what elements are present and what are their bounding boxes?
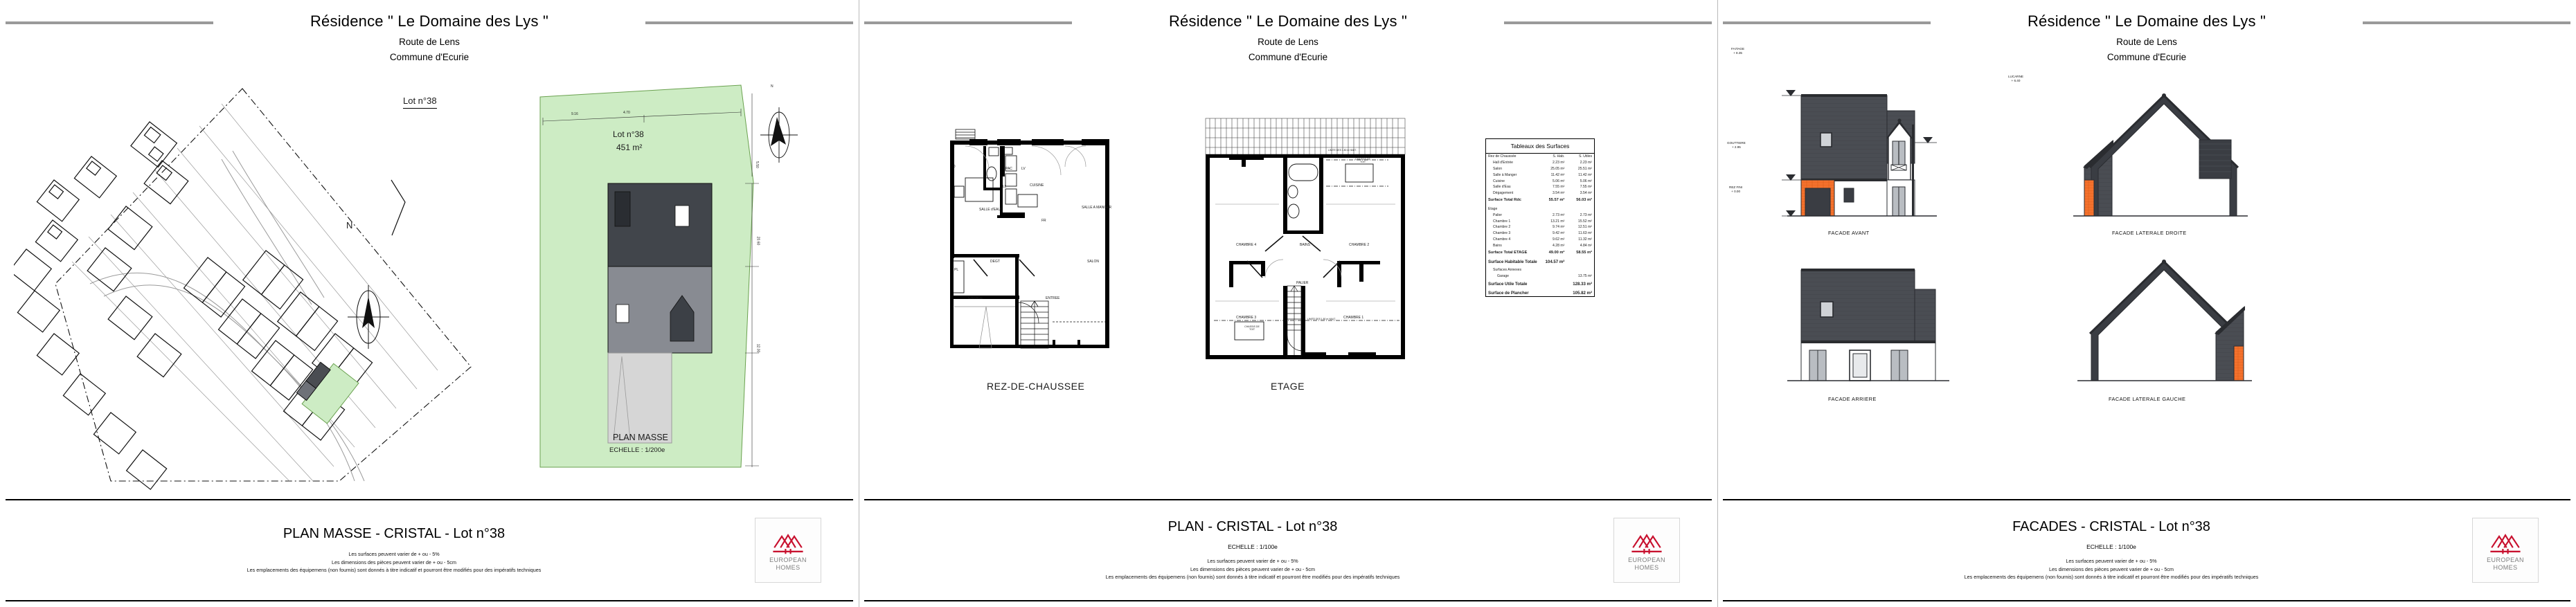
logo-text-line-2: HOMES bbox=[2493, 564, 2518, 571]
note-line-3: Les emplacements des équipemens (non fournis) sont donnés à titre indicatif et pourront être modifiés pour des impératifs techniques bbox=[247, 567, 542, 574]
table-row bbox=[1486, 160, 1594, 166]
note-line-3: Les emplacements des équipemens (non fournis) sont donnés à titre indicatif et pourront être modifiés pour des impératifs techniques bbox=[1105, 574, 1400, 581]
header-rule-left bbox=[864, 21, 1072, 24]
panel-divider-2 bbox=[1717, 0, 1718, 607]
table-row bbox=[1486, 212, 1594, 218]
panel-plan-masse bbox=[0, 0, 859, 607]
site-plan-lot-callout: Lot n°38 bbox=[403, 96, 437, 109]
rdc-room-salle-deau: SALLE d'EAU bbox=[979, 208, 1001, 212]
table-row bbox=[1486, 218, 1594, 224]
row-hab: 5.06 m² bbox=[1553, 179, 1565, 183]
facade-laterale-droite-caption: FACADE LATERALE DROITE bbox=[2112, 230, 2187, 236]
row-hab: 13.21 m² bbox=[1550, 219, 1565, 224]
facade-laterale-droite-drawing bbox=[2064, 83, 2264, 221]
parcel-dim-right-b: 20.60 bbox=[755, 236, 760, 246]
panel-plans bbox=[859, 0, 1717, 607]
rdc-room-entree: ENTREE bbox=[1046, 296, 1060, 300]
row-utile: 3.54 m² bbox=[1580, 191, 1592, 196]
rdc-marker-pac: PAC bbox=[1005, 167, 1012, 171]
panel2-sheet-title: PLAN - CRISTAL - Lot n°38 bbox=[1168, 518, 1338, 534]
table-row bbox=[1486, 236, 1594, 242]
row-name: Surface de Plancher bbox=[1488, 290, 1529, 296]
panel2-title-block bbox=[864, 499, 1712, 601]
note-line-1: Les surfaces peuvent varier de + ou - 5% bbox=[1207, 557, 1298, 564]
note-line-2: Les dimensions des pièces peuvent varier de + ou - 5cm bbox=[2049, 565, 2174, 572]
residence-title: Résidence " Le Domaine des Lys " bbox=[310, 12, 549, 30]
row-hab: 9.74 m² bbox=[1553, 225, 1565, 230]
plan-masse-caption: PLAN MASSE bbox=[613, 433, 668, 442]
parcel-dim-right-c: 12.00 bbox=[755, 343, 760, 353]
etage-room-chambre-3: CHAMBRE 3 bbox=[1236, 316, 1257, 320]
col-header-room: Rez de Chaussée bbox=[1488, 154, 1517, 159]
row-hab: 2.23 m² bbox=[1553, 161, 1565, 165]
level-faitage bbox=[1731, 47, 1744, 55]
note-line-1: Les surfaces peuvent varier de + ou - 5% bbox=[2066, 557, 2157, 564]
facade-arriere-drawing bbox=[1776, 249, 1977, 388]
rdc-room-degagement: DEGT bbox=[990, 260, 1000, 264]
facade-laterale-gauche-caption: FACADE LATERALE GAUCHE bbox=[2109, 396, 2186, 402]
parcel-drawing bbox=[533, 80, 803, 481]
row-hab: 9.62 m² bbox=[1553, 237, 1565, 242]
etage-limite-1-80-bottom: LIMITE DES 1.80 m HAUT. bbox=[1307, 318, 1336, 320]
row-name: Surface Total Rdc bbox=[1488, 198, 1521, 203]
surfaces-table bbox=[1485, 138, 1595, 297]
row-utile: 7.55 m² bbox=[1580, 185, 1592, 190]
row-utile: 12.51 m² bbox=[1577, 225, 1592, 230]
panel1-header bbox=[0, 0, 859, 72]
row-name: Surface Habitable Totale bbox=[1488, 260, 1537, 265]
table-row bbox=[1486, 273, 1594, 279]
parcel-dim-top-left: 9.16 bbox=[571, 112, 578, 116]
level-gouttiere-value: + 2.95 bbox=[1731, 145, 1741, 150]
residence-title: Résidence " Le Domaine des Lys " bbox=[2027, 12, 2266, 30]
row-value: 104.57 m² bbox=[1545, 260, 1565, 265]
header-rule-left bbox=[1723, 21, 1931, 24]
note-line-2: Les dimensions des pièces peuvent varier de + ou - 5cm bbox=[1190, 565, 1315, 572]
header-rule-right bbox=[2363, 21, 2570, 24]
residence-street: Route de Lens bbox=[2116, 37, 2177, 47]
residence-commune: Commune d'Ecurie bbox=[389, 52, 469, 62]
panel1-title-block bbox=[6, 499, 853, 601]
table-row bbox=[1486, 242, 1594, 248]
rdc-marker-d: D bbox=[953, 165, 956, 169]
logo-text-line-1: EUROPEAN bbox=[1628, 556, 1665, 563]
row-hab: 49.00 m² bbox=[1548, 251, 1565, 255]
row-value: 105.82 m² bbox=[1573, 290, 1592, 296]
table-row-plancher bbox=[1486, 288, 1594, 296]
logo-text-line-1: EUROPEAN bbox=[2487, 556, 2524, 563]
row-name: Palier bbox=[1493, 212, 1503, 217]
row-name: Salle à Manger bbox=[1493, 172, 1517, 177]
house-logo-icon bbox=[769, 529, 807, 556]
row-utile: 11.32 m² bbox=[1578, 237, 1592, 242]
level-faitage-value: + 8.35 bbox=[1733, 51, 1742, 55]
row-utile: 15.52 m² bbox=[1577, 219, 1592, 224]
panel2-sheet-scale: ECHELLE : 1/100e bbox=[1228, 543, 1278, 550]
rdc-room-salle-a-manger: SALLE A MANGER bbox=[1082, 206, 1112, 210]
level-lucarne-name: LUCARNE bbox=[2008, 75, 2023, 78]
table-section-etage bbox=[1486, 204, 1594, 212]
panel2-title-block-text bbox=[864, 519, 1613, 582]
panel2-header bbox=[859, 0, 1717, 72]
header-rule-right bbox=[645, 21, 853, 24]
row-utile: 5.06 m² bbox=[1580, 179, 1592, 183]
panel1-title-block-text bbox=[6, 526, 755, 575]
panel3-title-block bbox=[1723, 499, 2570, 601]
table-row bbox=[1486, 178, 1594, 184]
plan-masse-caption-scale: ECHELLE : 1/200e bbox=[609, 446, 665, 454]
rez-de-chaussee-caption: REZ-DE-CHAUSSEE bbox=[987, 381, 1085, 392]
table-row-habitable-totale bbox=[1486, 257, 1594, 265]
level-rez-fini-name: REZ FINI bbox=[1729, 185, 1743, 189]
row-utile: 11.42 m² bbox=[1578, 172, 1592, 177]
table-section-annexes bbox=[1486, 265, 1594, 273]
row-hab: 11.42 m² bbox=[1550, 172, 1565, 177]
parcel-area-label: 451 m² bbox=[616, 143, 643, 152]
row-hab: 9.42 m² bbox=[1553, 231, 1565, 236]
panel3-sheet-scale: ECHELLE : 1/100e bbox=[2086, 543, 2136, 550]
panel3-header bbox=[1717, 0, 2576, 72]
european-homes-logo bbox=[1613, 518, 1680, 583]
table-row bbox=[1486, 184, 1594, 190]
rdc-room-placard: PL bbox=[954, 268, 959, 272]
row-value: 128.33 m² bbox=[1573, 282, 1592, 287]
residence-street: Route de Lens bbox=[399, 37, 460, 47]
table-header-row bbox=[1486, 154, 1594, 160]
rdc-room-cuisine: CUISINE bbox=[1030, 183, 1044, 188]
table-row bbox=[1486, 224, 1594, 230]
etage-room-palier: PALIER bbox=[1296, 281, 1309, 285]
logo-text-line-1: EUROPEAN bbox=[769, 556, 807, 563]
level-gouttiere-name: GOUTTIERE bbox=[1727, 141, 1746, 145]
row-hab: 4.28 m² bbox=[1553, 243, 1565, 248]
col-header-utile: S. Utiles bbox=[1579, 154, 1592, 159]
residence-commune: Commune d'Ecurie bbox=[2107, 52, 2187, 62]
facade-arriere-caption: FACADE ARRIERE bbox=[1828, 396, 1877, 402]
panel3-sheet-title: FACADES - CRISTAL - Lot n°38 bbox=[2012, 518, 2210, 534]
etage-room-bains: BAINS bbox=[1300, 243, 1311, 247]
row-hab: 55.57 m² bbox=[1548, 198, 1565, 203]
row-name: Chambre 2 bbox=[1493, 225, 1511, 230]
header-rule-left bbox=[6, 21, 213, 24]
table-row-total-etage bbox=[1486, 248, 1594, 257]
row-hab: 25.05 m² bbox=[1550, 166, 1565, 171]
row-name: Cuisine bbox=[1493, 179, 1505, 183]
facade-laterale-gauche-drawing bbox=[2064, 249, 2264, 388]
rdc-marker-ll: LL bbox=[1003, 185, 1007, 189]
panel1-sheet-title: PLAN MASSE - CRISTAL - Lot n°38 bbox=[283, 525, 506, 541]
level-faitage-name: FAITAGE bbox=[1731, 47, 1745, 51]
residence-street: Route de Lens bbox=[1258, 37, 1318, 47]
etage-chassis-de-toit-1: CHASSIS DE TOIT bbox=[1355, 158, 1370, 164]
section-label: Surfaces Annexes bbox=[1493, 267, 1522, 272]
row-name: Garage bbox=[1497, 273, 1509, 278]
row-name: Dégagement bbox=[1493, 191, 1514, 196]
row-name: Surface Utile Totale bbox=[1488, 282, 1528, 287]
note-line-1: Les surfaces peuvent varier de + ou - 5% bbox=[348, 550, 440, 557]
residence-title: Résidence " Le Domaine des Lys " bbox=[1168, 12, 1408, 30]
level-rez-fini bbox=[1729, 185, 1742, 194]
level-lucarne-value: + 6.40 bbox=[2011, 79, 2021, 83]
etage-room-chambre-4: CHAMBRE 4 bbox=[1236, 243, 1257, 247]
etage-room-chambre-2: CHAMBRE 2 bbox=[1349, 243, 1370, 247]
note-line-2: Les dimensions des pièces peuvent varier de + ou - 5cm bbox=[332, 559, 456, 565]
row-name: Bains bbox=[1493, 243, 1502, 248]
row-value: 13.75 m² bbox=[1577, 273, 1592, 278]
col-header-hab: S. Hab. bbox=[1553, 154, 1565, 159]
etage-caption: ETAGE bbox=[1271, 381, 1305, 392]
rdc-room-garage: GARAGE bbox=[968, 296, 983, 300]
row-name: Chambre 1 bbox=[1493, 219, 1511, 224]
site-plan-north-label: N bbox=[346, 220, 353, 230]
table-row bbox=[1486, 172, 1594, 178]
rez-de-chaussee-drawing bbox=[949, 128, 1156, 363]
table-row bbox=[1486, 190, 1594, 197]
etage-drawing bbox=[1201, 114, 1409, 370]
level-lucarne bbox=[2008, 75, 2023, 83]
panel-facades bbox=[1717, 0, 2576, 607]
row-utile: 2.73 m² bbox=[1580, 212, 1592, 217]
etage-room-chambre-1: CHAMBRE 1 bbox=[1343, 316, 1364, 320]
european-homes-logo bbox=[755, 518, 821, 583]
header-rule-right bbox=[1504, 21, 1712, 24]
note-line-3: Les emplacements des équipemens (non fournis) sont donnés à titre indicatif et pourront être modifiés pour des impératifs techniques bbox=[1964, 574, 2259, 581]
row-name: Salon bbox=[1493, 166, 1503, 171]
rdc-room-salon: SALON bbox=[1087, 260, 1099, 264]
level-rez-fini-value: + 0.00 bbox=[1731, 190, 1741, 194]
rdc-marker-fr: FR bbox=[1041, 219, 1046, 223]
surfaces-table-body bbox=[1486, 154, 1594, 296]
table-row-total-rdc bbox=[1486, 196, 1594, 204]
rdc-marker-lv: LV bbox=[1021, 167, 1026, 171]
parcel-dim-top-right: 4.70 bbox=[623, 111, 630, 115]
parcel-north-label: N bbox=[771, 84, 773, 89]
surfaces-table-title: Tableaux des Surfaces bbox=[1486, 139, 1594, 154]
house-logo-icon bbox=[2487, 529, 2524, 556]
house-logo-icon bbox=[1628, 529, 1665, 556]
table-row-utile-totale bbox=[1486, 279, 1594, 287]
row-name: Chambre 3 bbox=[1493, 231, 1511, 236]
european-homes-logo bbox=[2472, 518, 2539, 583]
row-hab: 7.55 m² bbox=[1553, 185, 1565, 190]
residence-commune: Commune d'Ecurie bbox=[1248, 52, 1328, 62]
row-hab: 3.54 m² bbox=[1553, 191, 1565, 196]
row-utile: 25.51 m² bbox=[1577, 166, 1592, 171]
row-utile: 4.84 m² bbox=[1580, 243, 1592, 248]
row-name: Surface Total ETAGE bbox=[1488, 251, 1528, 255]
parcel-dim-right-a: 5.50 bbox=[754, 161, 759, 168]
parcel-lot-label: Lot n°38 bbox=[613, 129, 644, 139]
row-utile: 11.63 m² bbox=[1578, 231, 1592, 236]
row-utile: 58.55 m² bbox=[1576, 251, 1592, 255]
row-name: Chambre 4 bbox=[1493, 237, 1511, 242]
row-utile: 56.03 m² bbox=[1576, 198, 1592, 203]
row-name: Hall d'Entrée bbox=[1493, 161, 1514, 165]
table-row bbox=[1486, 166, 1594, 172]
row-hab: 2.73 m² bbox=[1553, 212, 1565, 217]
facade-avant-caption: FACADE AVANT bbox=[1828, 230, 1870, 236]
row-utile: 2.23 m² bbox=[1580, 161, 1592, 165]
level-gouttiere bbox=[1727, 141, 1746, 150]
logo-text-line-2: HOMES bbox=[776, 564, 800, 571]
facade-avant-drawing bbox=[1776, 83, 1977, 221]
panel3-title-block-text bbox=[1723, 519, 2472, 582]
logo-text-line-2: HOMES bbox=[1634, 564, 1659, 571]
site-plan-drawing bbox=[14, 76, 499, 491]
etage-chassis-de-toit-2: CHASSIS DE TOIT bbox=[1244, 325, 1260, 332]
section-label: Etage bbox=[1488, 206, 1498, 211]
row-name: Salle d'Eau bbox=[1493, 185, 1511, 190]
table-row bbox=[1486, 230, 1594, 237]
etage-limite-1-80-top: LIMITE DES 1.80 m HAUT. bbox=[1328, 149, 1357, 152]
